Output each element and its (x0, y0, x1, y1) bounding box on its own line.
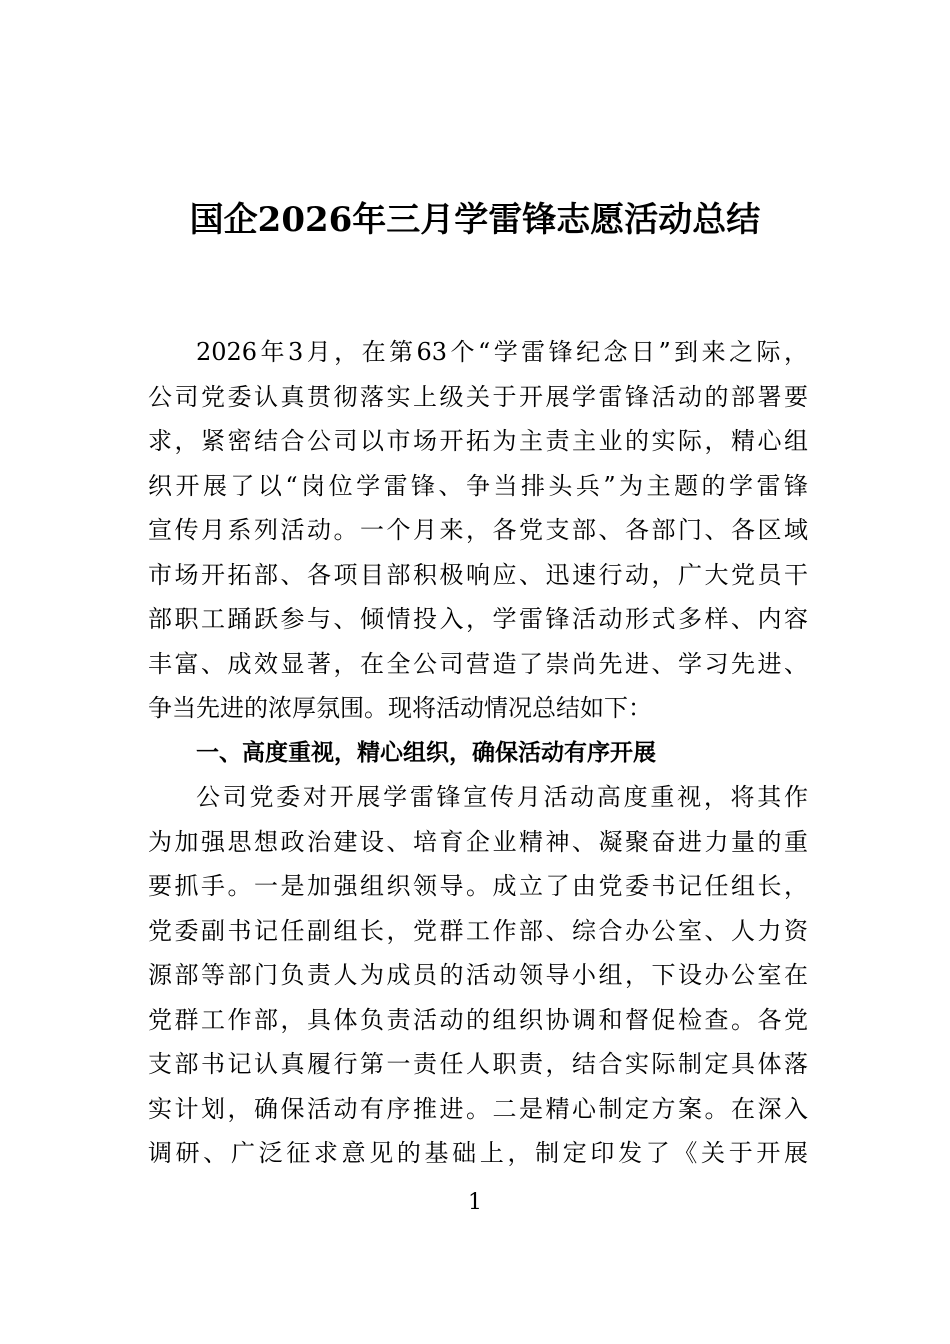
paragraph-line: 为加强思想政治建设、培育企业精神、凝聚奋进力量的重 (148, 827, 808, 856)
section-heading: 一、高度重视，精心组织，确保活动有序开展 (196, 739, 656, 766)
paragraph-line: 党委副书记任副组长，党群工作部、综合办公室、人力资 (148, 916, 808, 945)
document-body (148, 330, 808, 1176)
paragraph-line: 织开展了以“岗位学雷锋、争当排头兵”为主题的学雷锋 (148, 471, 808, 500)
paragraph-line: 争当先进的浓厚氛围。现将活动情况总结如下： (148, 694, 652, 722)
page-number: 1 (468, 1190, 482, 1215)
paragraph-line: 丰富、成效显著，在全公司营造了崇尚先进、学习先进、 (148, 649, 808, 678)
paragraph-line: 宣传月系列活动。一个月来，各党支部、各部门、各区域 (148, 516, 808, 544)
paragraph-line: 求，紧密结合公司以市场开拓为主责主业的实际，精心组 (148, 427, 808, 455)
paragraph-line: 实计划，确保活动有序推进。二是精心制定方案。在深入 (148, 1094, 808, 1123)
paragraph-line: 源部等部门负责人为成员的活动领导小组，下设办公室在 (148, 961, 808, 989)
paragraph-line: 2026年3月，在第63个“学雷锋纪念日”到来之际， (196, 338, 808, 366)
paragraph-line: 市场开拓部、各项目部积极响应、迅速行动，广大党员干 (148, 560, 808, 589)
paragraph-line: 部职工踊跃参与、倾情投入，学雷锋活动形式多样、内容 (148, 605, 808, 633)
paragraph-line: 公司党委认真贯彻落实上级关于开展学雷锋活动的部署要 (148, 382, 808, 411)
paragraph-intro (148, 330, 808, 731)
paragraph-line: 公司党委对开展学雷锋宣传月活动高度重视，将其作 (196, 783, 808, 811)
paragraph-line: 调研、广泛征求意见的基础上，制定印发了《关于开展 (148, 1139, 808, 1167)
paragraph-section-1 (148, 775, 808, 1176)
document-title: 国企2026年三月学雷锋志愿活动总结 (189, 200, 761, 240)
paragraph-line: 党群工作部，具体负责活动的组织协调和督促检查。各党 (148, 1005, 808, 1034)
paragraph-line: 要抓手。一是加强组织领导。成立了由党委书记任组长， (148, 872, 808, 900)
paragraph-line: 支部书记认真履行第一责任人职责，结合实际制定具体落 (148, 1050, 808, 1078)
